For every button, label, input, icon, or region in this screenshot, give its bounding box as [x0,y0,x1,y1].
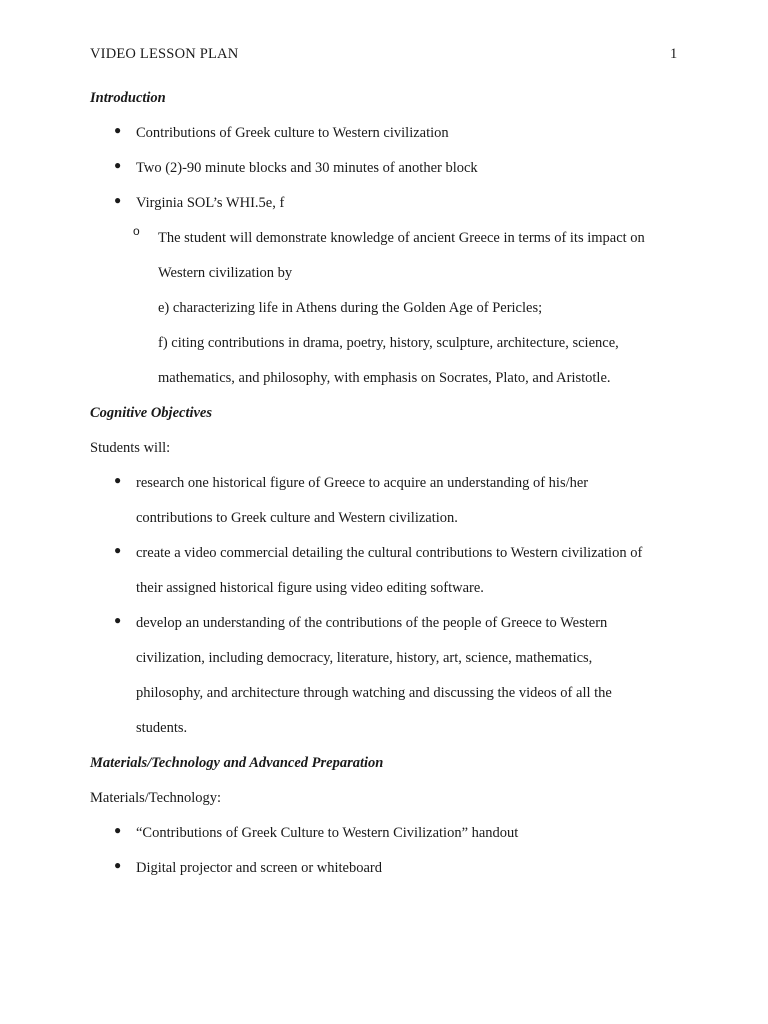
text-line: contributions to Greek culture and Western civilization. [136,510,458,526]
materials-technology-label: Materials/Technology: [90,790,222,806]
bullet-icon: ● [114,193,122,207]
sub-line: f) citing contributions in drama, poetry, history, sculpture, architecture, science, [158,335,619,351]
list-item-text: “Contributions of Greek Culture to Western Civilization” handout [136,825,519,841]
bullet-icon: ● [114,473,122,487]
bullet-icon: ● [114,158,122,172]
sub-line: mathematics, and philosophy, with emphasis on Socrates, Plato, and Aristotle. [158,370,611,386]
list-item [90,816,680,851]
text-line: civilization, including democracy, literature, history, art, science, mathematics, [136,650,593,666]
text-line: create a video commercial detailing the cultural contributions to Western civilization of [136,545,643,561]
hollow-bullet-icon: o [133,224,140,238]
list-item [90,116,680,151]
bullet-icon: ● [114,543,122,557]
text-line: their assigned historical figure using video editing software. [136,580,484,596]
list-item [90,851,680,886]
list-item [90,606,680,746]
bullet-icon: ● [114,858,122,872]
list-item [90,466,680,536]
bullet-icon: ● [114,123,122,137]
list-item-text: Two (2)-90 minute blocks and 30 minutes of another block [136,160,478,176]
sub-line: e) characterizing life in Athens during the Golden Age of Pericles; [158,300,543,316]
materials-heading: Materials/Technology and Advanced Preparation [90,755,384,771]
text-line: research one historical figure of Greece to acquire an understanding of his/her [136,475,589,491]
introduction-heading: Introduction [90,90,166,106]
objectives-bullet-list [90,466,680,746]
students-will-text: Students will: [90,440,171,456]
list-item [90,151,680,186]
sub-list-item-text [158,221,680,396]
list-item [90,536,680,606]
bullet-icon: ● [114,823,122,837]
materials-bullet-list [90,816,680,886]
sub-line: Western civilization by [158,265,293,281]
text-line: develop an understanding of the contributions of the people of Greece to Western [136,615,608,631]
text-line: philosophy, and architecture through watching and discussing the videos of all the [136,685,612,701]
text-line: students. [136,720,188,736]
document-body [90,88,680,893]
list-item-text: Virginia SOL’s WHI.5e, f [136,195,285,211]
list-item-text [136,606,680,746]
sub-line: The student will demonstrate knowledge of ancient Greece in terms of its impact on [158,230,645,246]
running-header-title: VIDEO LESSON PLAN [90,46,239,62]
list-item-text: Contributions of Greek culture to Western civilization [136,125,449,141]
list-item-text [136,536,680,606]
sub-list-item [90,221,680,396]
list-item-text: Digital projector and screen or whiteboard [136,860,383,876]
cognitive-objectives-heading: Cognitive Objectives [90,405,213,421]
introduction-bullet-list [90,116,680,396]
bullet-icon: ● [114,613,122,627]
list-item-text [136,466,680,536]
list-item [90,186,680,396]
page-number: 1 [670,46,678,62]
